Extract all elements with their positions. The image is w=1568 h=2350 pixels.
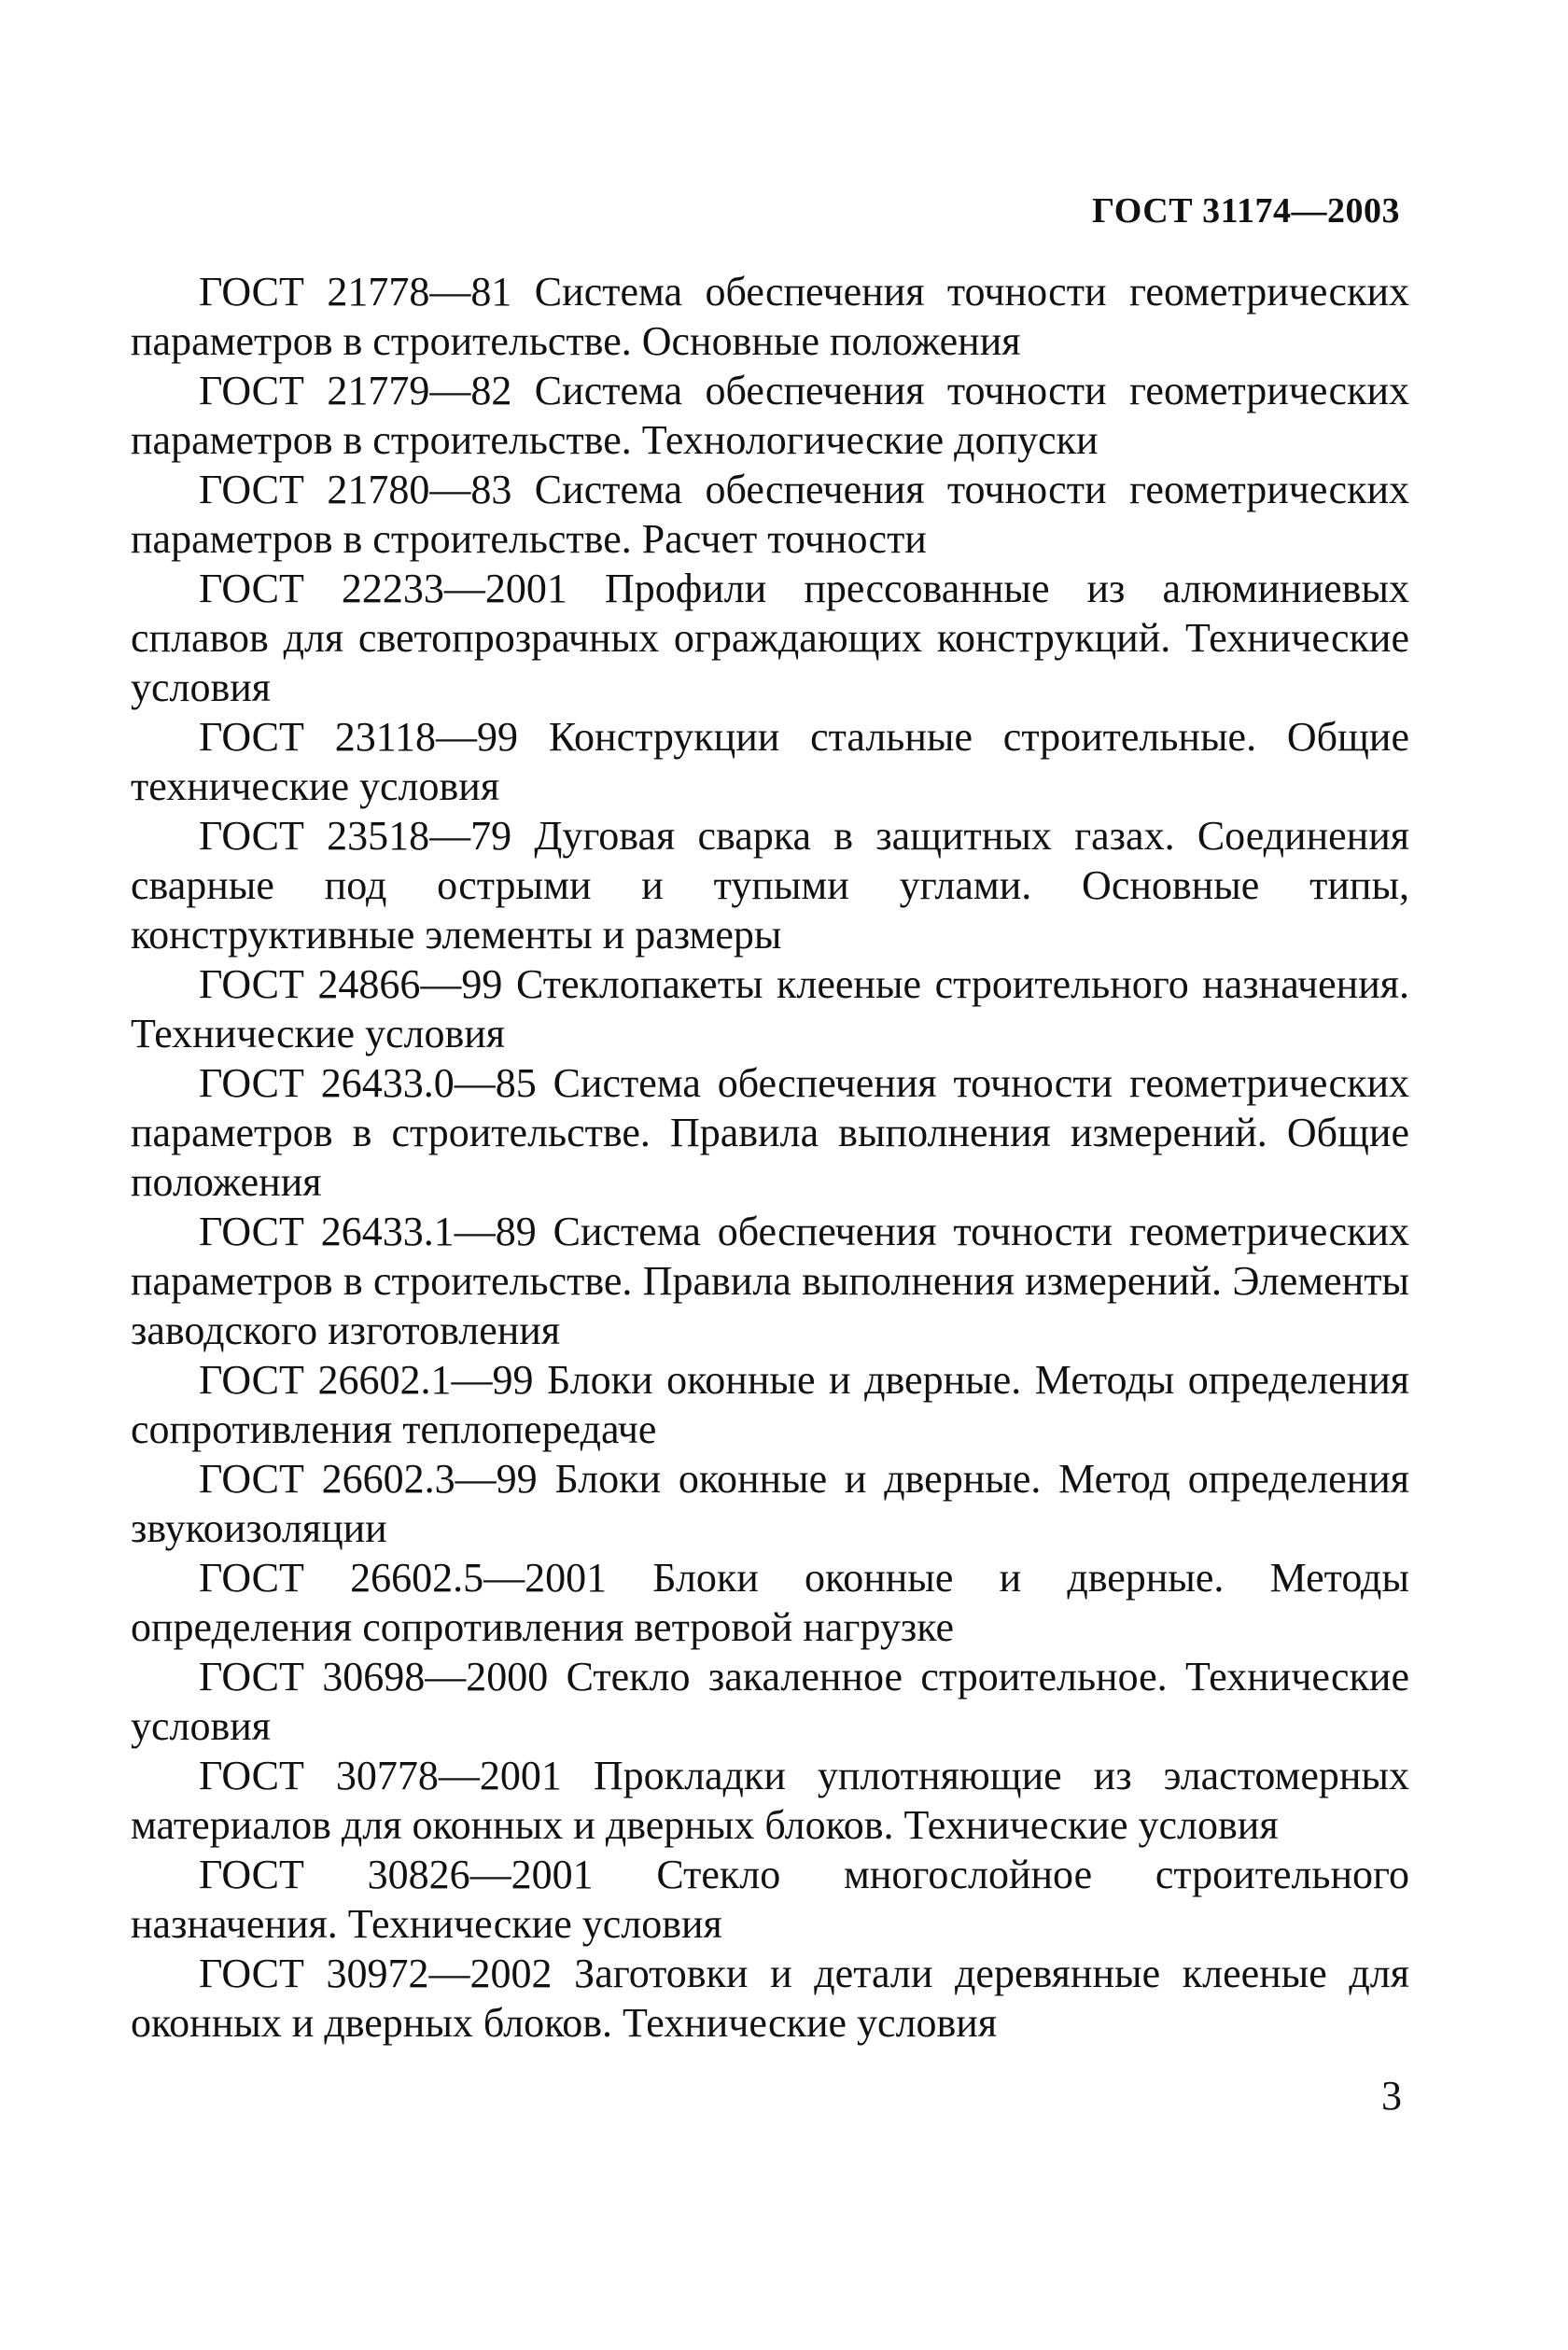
- reference-item: ГОСТ 30778—2001 Прокладки уплотняющие из эластомерных материалов для оконных и дверных блоков. Технические условия: [131, 1753, 1409, 1848]
- reference-item: ГОСТ 30972—2002 Заготовки и детали деревянные клееные для оконных и дверных блоков. Технические условия: [131, 1951, 1409, 2046]
- reference-item: ГОСТ 21779—82 Система обеспечения точности геометрических параметров в строительстве. Технологические допуски: [131, 368, 1409, 463]
- reference-item: ГОСТ 22233—2001 Профили прессованные из алюминиевых сплавов для светопрозрачных ограждающих конструкций. Технические условия: [131, 566, 1409, 710]
- reference-item: ГОСТ 23118—99 Конструкции стальные строительные. Общие технические условия: [131, 714, 1409, 809]
- reference-item: ГОСТ 30826—2001 Стекло многослойное строительного назначения. Технические условия: [131, 1852, 1409, 1947]
- reference-item: ГОСТ 26602.1—99 Блоки оконные и дверные. Методы определения сопротивления теплопередаче: [131, 1357, 1409, 1452]
- document-code-header: ГОСТ 31174—2003: [1092, 191, 1400, 231]
- reference-item: ГОСТ 30698—2000 Стекло закаленное строительное. Технические условия: [131, 1654, 1409, 1749]
- reference-item: ГОСТ 21780—83 Система обеспечения точности геометрических параметров в строительстве. Расчет точности: [131, 467, 1409, 562]
- reference-item: ГОСТ 26602.5—2001 Блоки оконные и дверные. Методы определения сопротивления ветровой нагрузке: [131, 1555, 1409, 1650]
- reference-item: ГОСТ 23518—79 Дуговая сварка в защитных газах. Соединения сварные под острыми и тупыми углами. Основные типы, конструктивные элементы и размеры: [131, 813, 1409, 958]
- page-number: 3: [1381, 2073, 1402, 2119]
- reference-item: ГОСТ 26602.3—99 Блоки оконные и дверные. Метод определения звукоизоляции: [131, 1456, 1409, 1551]
- reference-item: ГОСТ 24866—99 Стеклопакеты клееные строительного назначения. Технические условия: [131, 961, 1409, 1056]
- reference-item: ГОСТ 26433.1—89 Система обеспечения точности геометрических параметров в строительстве. Правила выполнения измерений. Элементы заводского изготовления: [131, 1209, 1409, 1353]
- normative-references-list: [131, 267, 1409, 2048]
- reference-item: ГОСТ 21778—81 Система обеспечения точности геометрических параметров в строительстве. Основные положения: [131, 269, 1409, 364]
- reference-item: ГОСТ 26433.0—85 Система обеспечения точности геометрических параметров в строительстве. Правила выполнения измерений. Общие положения: [131, 1060, 1409, 1205]
